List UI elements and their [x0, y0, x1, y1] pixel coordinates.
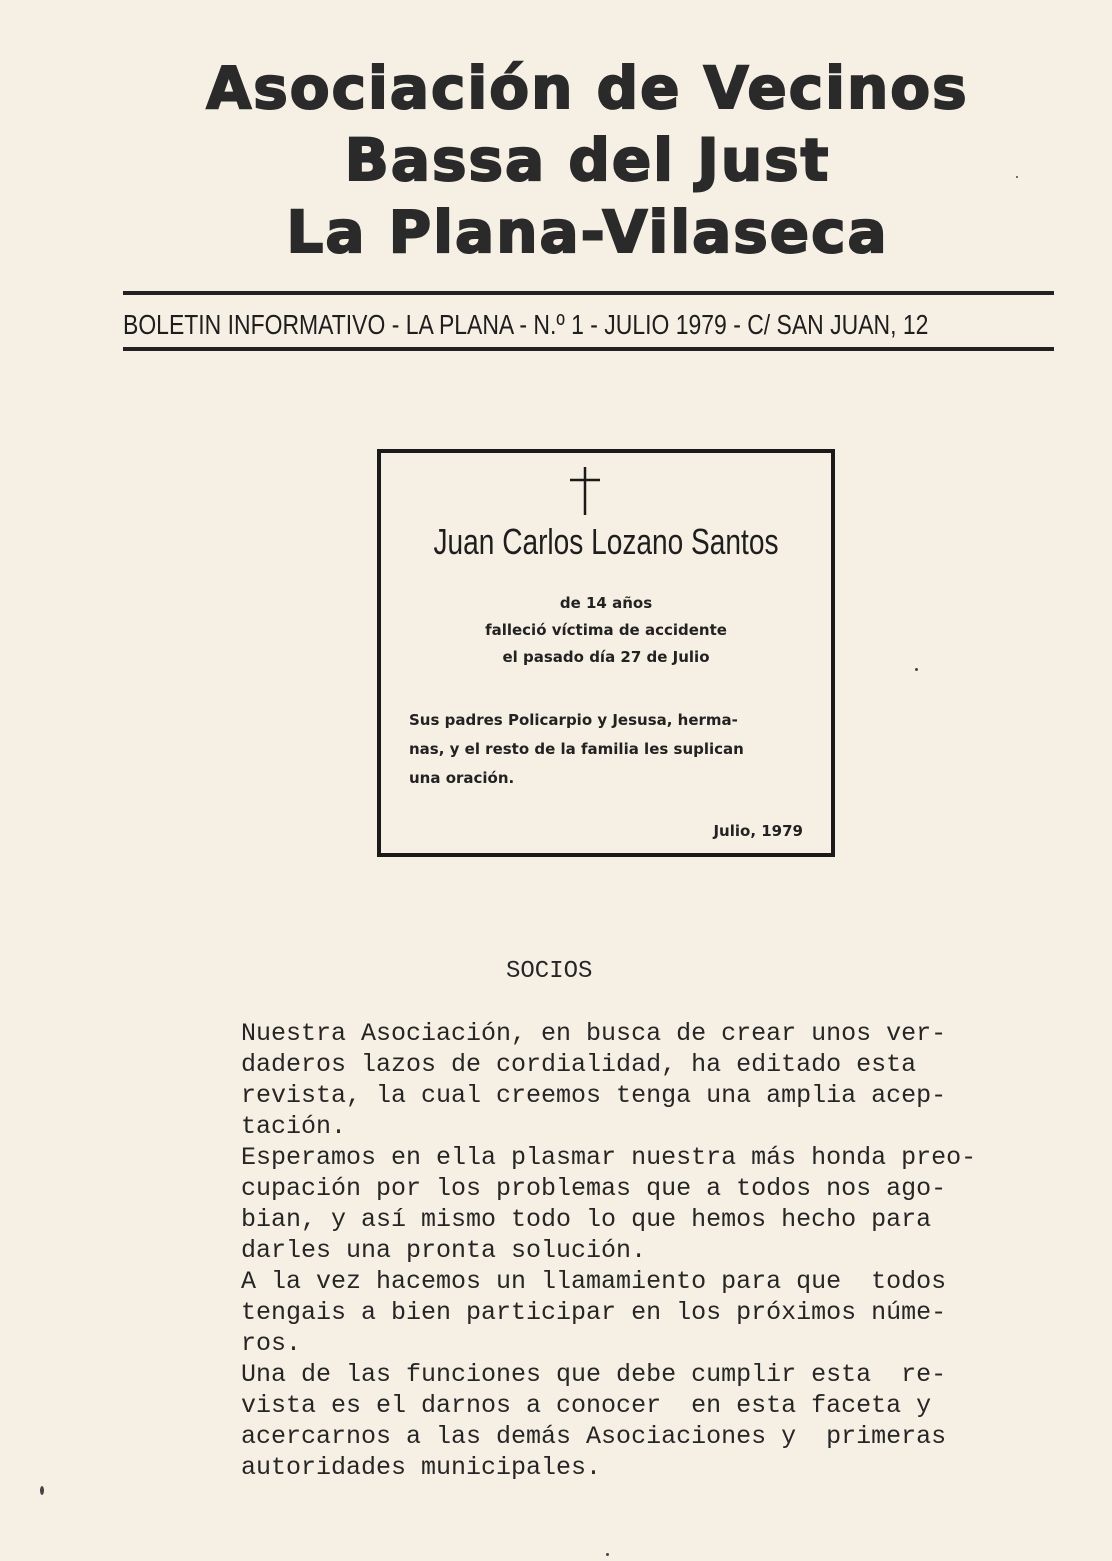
- article-line: Nuestra Asociación, en busca de crear unos ver-: [241, 1019, 947, 1048]
- masthead: [120, 52, 1055, 268]
- obituary-detail-line: falleció víctima de accidente: [485, 621, 727, 639]
- article-line: ros.: [241, 1329, 302, 1358]
- obituary-detail-line: de 14 años: [559, 594, 653, 612]
- article-line: Esperamos en ella plasmar nuestra más honda preo-: [241, 1143, 977, 1172]
- masthead-line-3: La Plana-Vilaseca: [286, 198, 889, 266]
- article-line: Una de las funciones que debe cumplir esta re-: [241, 1360, 947, 1389]
- deceased-name: Juan Carlos Lozano Santos: [433, 521, 779, 562]
- article-line: autoridades municipales.: [241, 1453, 602, 1482]
- article-body: [241, 1018, 977, 1483]
- obituary-message-line: Sus padres Policarpio y Jesusa, herma-: [409, 711, 738, 729]
- obituary-date: Julio, 1979: [713, 822, 803, 840]
- obituary-notice: [377, 449, 835, 857]
- article-line: cupación por los problemas que a todos nos ago-: [241, 1174, 947, 1203]
- paper-speck: [606, 1553, 609, 1556]
- obituary-message-line: una oración.: [409, 769, 515, 787]
- paper-speck: [40, 1486, 44, 1495]
- obituary-message-line: nas, y el resto de la familia les suplican: [409, 740, 744, 758]
- article-line: bian, y así mismo todo lo que hemos hecho para: [241, 1205, 932, 1234]
- article-line: revista, la cual creemos tenga una amplia acep-: [241, 1081, 947, 1110]
- bulletin-subheader: BOLETIN INFORMATIVO - LA PLANA - N.º 1 - JULIO 1979 - C/ SAN JUAN, 12: [123, 309, 929, 340]
- obituary-message: [409, 706, 814, 793]
- masthead-line-1: Asociación de Vecinos: [206, 54, 969, 122]
- paper-speck: [1016, 176, 1018, 178]
- latin-cross-icon: [570, 467, 600, 515]
- header-rule-bottom: [123, 347, 1054, 351]
- obituary-details: [381, 590, 831, 671]
- article-line: tación.: [241, 1112, 347, 1141]
- article-line: A la vez hacemos un llamamiento para que todos: [241, 1267, 947, 1296]
- article-line: daderos lazos de cordialidad, ha editado esta: [241, 1050, 917, 1079]
- article-title: SOCIOS: [506, 958, 593, 985]
- obituary-detail-line: el pasado día 27 de Julio: [502, 648, 710, 666]
- article-line: darles una pronta solución.: [241, 1236, 647, 1265]
- article-line: tengais a bien participar en los próximos núme-: [241, 1298, 947, 1327]
- article-line: vista es el darnos a conocer en esta faceta y: [241, 1391, 932, 1420]
- article-line: acercarnos a las demás Asociaciones y primeras: [241, 1422, 947, 1451]
- paper-speck: [915, 668, 918, 671]
- header-rule-top: [123, 291, 1054, 295]
- masthead-line-2: Bassa del Just: [344, 126, 831, 194]
